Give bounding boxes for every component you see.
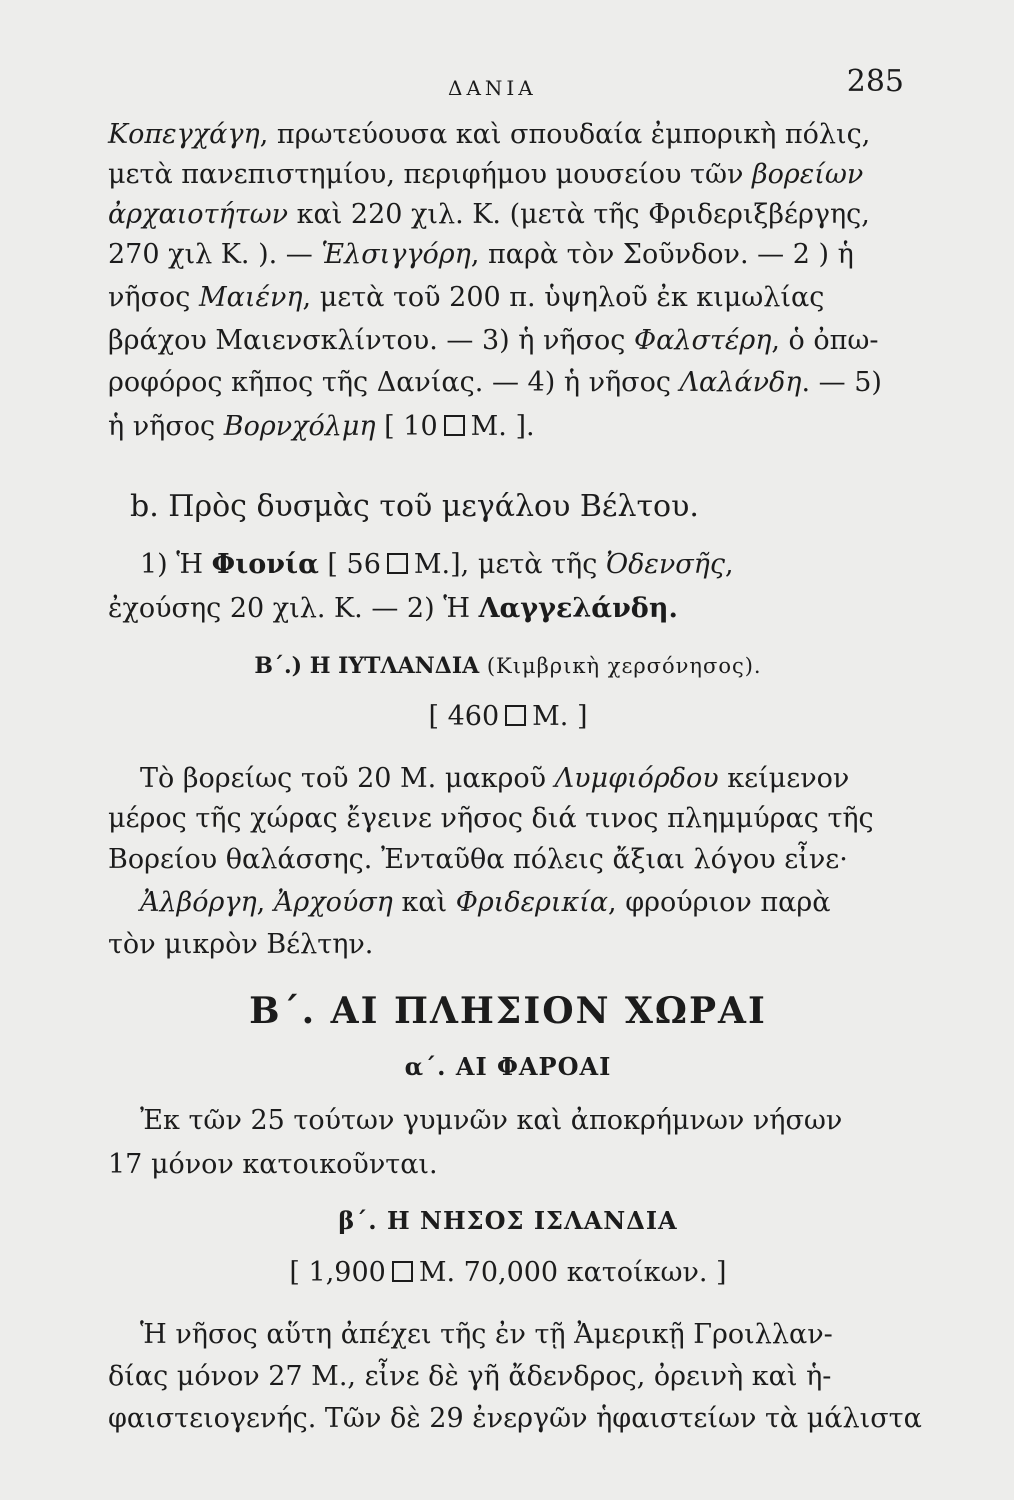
text-line: ροφόρος κῆπος τῆς Δανίας. — 4) ἡ νῆσος Λαλάνδη. — 5) bbox=[108, 367, 882, 398]
text-line: μετὰ πανεπιστημίου, περιφήμου μουσείου τῶν βορείων bbox=[108, 159, 864, 190]
text-line: 17 μόνον κατοικοῦνται. bbox=[108, 1149, 438, 1180]
place-name: Ἑλσιγγόρη bbox=[321, 239, 471, 270]
text-line: τὸν μικρὸν Βέλτην. bbox=[108, 929, 374, 960]
text-line: ἐχούσης 20 χιλ. Κ. — 2) Ἡ Λαγγελάνδη. bbox=[108, 593, 678, 624]
place-name: Μαιένη bbox=[198, 282, 303, 313]
text-line: Βορείου θαλάσσης. Ἐνταῦθα πόλεις ἄξιαι λόγου εἶνε· bbox=[108, 844, 848, 875]
text-line: φαιστειογενής. Τῶν δὲ 29 ἐνεργῶν ἡφαιστείων τὰ μάλιστα bbox=[108, 1403, 922, 1434]
text-line: Τὸ βορείως τοῦ 20 Μ. μακροῦ Λυμφιόρδου κείμενον bbox=[140, 763, 850, 794]
area-line: [ 460 Μ. ] bbox=[428, 701, 588, 732]
text-line: μέρος τῆς χώρας ἔγεινε νῆσος διά τινος πλημμύρας τῆς bbox=[108, 803, 874, 834]
text-line: Ἡ νῆσος αὕτη ἀπέχει τῆς ἐν τῇ Ἀμερικῇ Γροιλλαν- bbox=[140, 1319, 833, 1350]
subsection-heading: b. Πρὸς δυσμὰς τοῦ μεγάλου Βέλτου. bbox=[130, 489, 699, 524]
subsection-heading: α΄. ΑΙ ΦΑΡΟΑΙ bbox=[404, 1052, 612, 1081]
text-line: Ἐκ τῶν 25 τούτων γυμνῶν καὶ ἀποκρήμνων νήσων bbox=[140, 1105, 843, 1136]
place-name: Φιονία bbox=[211, 549, 319, 580]
square-icon bbox=[505, 705, 526, 726]
text-line: νῆσος Μαιένη, μετὰ τοῦ 200 π. ὑψηλοῦ ἐκ κιμωλίας bbox=[108, 282, 825, 313]
place-name: Λυμφιόρδου bbox=[554, 763, 719, 794]
square-icon bbox=[444, 415, 465, 436]
place-name: Φαλστέρη bbox=[634, 325, 772, 356]
text-line: Κοπεγχάγη, πρωτεύουσα καὶ σπουδαία ἐμπορικὴ πόλις, bbox=[108, 119, 871, 150]
text-line: 1) Ἡ Φιονία [ 56 Μ.], μετὰ τῆς Ὀδενσῆς, bbox=[140, 549, 734, 580]
place-name: Ὀδενσῆς bbox=[605, 549, 725, 580]
section-heading: Β΄. ΑΙ ΠΛΗΣΙΟΝ ΧΩΡΑΙ bbox=[249, 990, 767, 1032]
place-name: Κοπεγχάγη bbox=[108, 119, 260, 150]
text-line: Ἀλβόργη, Ἀρχούση καὶ Φριδερικία, φρούριον παρὰ bbox=[140, 887, 831, 918]
area-line: [ 1,900 Μ. 70,000 κατοίκων. ] bbox=[289, 1257, 727, 1288]
text-line: ἀρχαιοτήτων καὶ 220 χιλ. Κ. (μετὰ τῆς Φριδεριξβέργης, bbox=[108, 199, 870, 230]
text-line: βράχου Μαιενσκλίντου. — 3) ἡ νῆσος Φαλστέρη, ὁ ὀπω- bbox=[108, 325, 879, 356]
square-icon bbox=[387, 553, 408, 574]
text-line: ἡ νῆσος Βορνχόλμη [ 10 Μ. ]. bbox=[108, 411, 535, 442]
section-title: Β΄.) Η ΙΥΤΛΑΝΔΙΑ (Κιμβρικὴ χερσόνησος). bbox=[254, 653, 762, 679]
square-icon bbox=[392, 1261, 413, 1282]
place-name: Λαγγελάνδη. bbox=[478, 593, 678, 624]
text-line: δίας μόνον 27 Μ., εἶνε δὲ γῆ ἄδενδρος, ὀρεινὴ καὶ ἡ- bbox=[108, 1361, 832, 1392]
place-name: Βορνχόλμη bbox=[223, 411, 376, 442]
page-header bbox=[108, 62, 908, 102]
text-line: 270 χιλ Κ. ). — Ἑλσιγγόρη, παρὰ τὸν Σοῦνδον. — 2 ) ἡ bbox=[108, 239, 854, 270]
running-head: ΔΑΝΙΑ bbox=[448, 76, 537, 100]
subsection-heading: β΄. Η ΝΗΣΟΣ ΙΣΛΑΝΔΙΑ bbox=[338, 1206, 678, 1235]
page-number: 285 bbox=[846, 64, 904, 99]
place-name: Λαλάνδη bbox=[679, 367, 802, 398]
